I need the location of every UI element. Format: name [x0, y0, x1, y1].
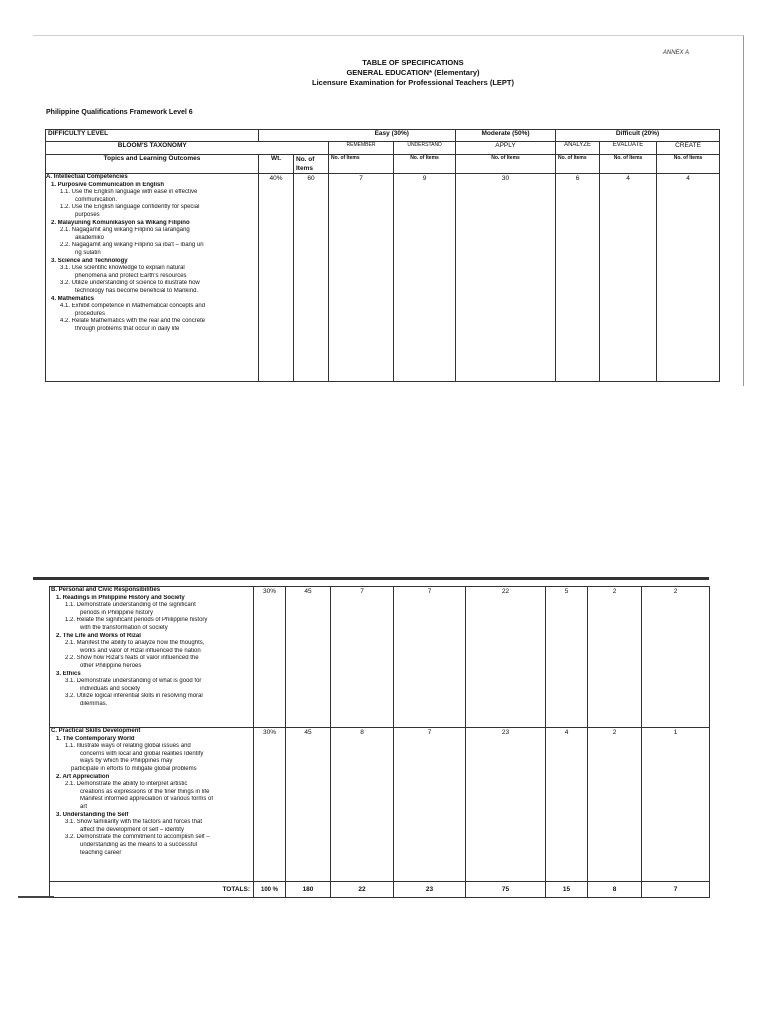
- section-c-lines: [51, 736, 251, 858]
- course-heading: 3. Ethics: [56, 670, 81, 677]
- section-b-evaluate: 2: [588, 587, 642, 728]
- section-c-weight: 30%: [254, 728, 286, 882]
- analyze-header: ANALYZE: [556, 142, 600, 155]
- learning-outcome: 3.1. Use scientific knowledge to explain natural: [60, 265, 185, 272]
- section-b-outcomes: [50, 587, 254, 728]
- learning-outcome-continued: ng sulatin: [75, 249, 101, 256]
- course-heading: 1. Purposive Communication in English: [51, 181, 165, 188]
- learning-outcome: 3.1. Demonstrate understanding of what is good for: [65, 678, 202, 685]
- bloom-taxonomy-label: BLOOM'S TAXONOMY: [46, 142, 259, 155]
- section-a-analyze: 6: [556, 174, 600, 382]
- specifications-table-continued: [49, 586, 710, 898]
- totals-create: 7: [642, 882, 710, 898]
- remember-header: REMEMBER: [329, 142, 394, 155]
- learning-outcome: 1.1. Illustrate ways of relating global issues and: [65, 743, 191, 750]
- course-heading: 2. The Life and Works of Rizal: [56, 632, 141, 639]
- totals-weight: 100 %: [254, 882, 286, 898]
- section-a-lines: [46, 182, 256, 334]
- evaluate-header: EVALUATE: [600, 142, 657, 155]
- course-heading: 2. Malayuning Komunikasyon sa Wikang Filipino: [51, 219, 190, 226]
- learning-outcome-continued: Manifest informed appreciation of various forms of: [80, 796, 214, 803]
- section-b-items: 45: [286, 587, 331, 728]
- learning-outcome-continued: purposes: [75, 211, 100, 218]
- learning-outcome-continued: understanding as the means to a successful: [80, 841, 198, 848]
- section-a-evaluate: 4: [600, 174, 657, 382]
- course-heading: 2. Art Appreciation: [56, 773, 110, 780]
- learning-outcome-continued: other Philippine heroes: [80, 662, 142, 669]
- title-line-2: GENERAL EDUCATION* (Elementary): [346, 68, 480, 77]
- totals-apply: 75: [466, 882, 546, 898]
- page-footer-mark: [18, 896, 54, 898]
- learning-outcome-continued: works and valor of Rizal influenced the nation: [80, 647, 201, 654]
- section-b-title: B. Personal and Civic Responsibilities: [51, 587, 161, 593]
- section-c-apply: 23: [466, 728, 546, 882]
- section-b-remember: 7: [331, 587, 394, 728]
- learning-outcome: 1.1. Use the English language with ease in effective: [60, 189, 198, 196]
- pqf-label: Philippine Qualifications Framework Level 6: [46, 109, 193, 116]
- section-b-create: 2: [642, 587, 710, 728]
- section-a-weight: 40%: [259, 174, 294, 382]
- course-heading: 1. Readings in Philippine History and Society: [56, 594, 185, 601]
- learning-outcome-continued: procedures: [75, 310, 106, 317]
- section-c-outcomes: [50, 728, 254, 882]
- course-heading: 4. Mathematics: [51, 295, 95, 302]
- no-of-items-header: No. of Items: [294, 155, 329, 174]
- section-a-items: 60: [294, 174, 329, 382]
- learning-outcome: 1.2. Use the English language confidently for special: [60, 204, 200, 211]
- section-c-remember: 8: [331, 728, 394, 882]
- weight-header: Wt.: [259, 155, 294, 174]
- items-col-understand: No. of Items: [394, 155, 456, 174]
- section-b-understand: 7: [394, 587, 466, 728]
- create-header: CREATE: [657, 142, 720, 155]
- section-a-apply: 30: [456, 174, 556, 382]
- title-line-3: Licensure Examination for Professional Teachers (LEPT): [312, 78, 514, 87]
- learning-outcome: 2.1. Nagagamit ang wikang Filipino sa larangang: [60, 227, 190, 234]
- section-b-apply: 22: [466, 587, 546, 728]
- apply-header: APPLY: [456, 142, 556, 155]
- learning-outcome-continued: art: [80, 803, 88, 810]
- items-col-create: No. of Items: [657, 155, 720, 174]
- learning-outcome-continued: akademiko: [75, 234, 105, 241]
- page-2: [33, 577, 709, 910]
- section-c-title: C. Practical Skills Development: [51, 728, 141, 734]
- learning-outcome: 2.1. Manifest the ability to analyze how the thoughts,: [65, 640, 205, 647]
- difficulty-level-label: DIFFICULTY LEVEL: [46, 130, 259, 142]
- totals-remember: 22: [331, 882, 394, 898]
- understand-header: UNDERSTAND: [394, 142, 456, 155]
- learning-outcome-continued: affect the development of self – identity: [80, 826, 184, 833]
- specifications-table: [45, 129, 720, 382]
- learning-outcome: 3.2. Utilize logical inferential skills in resolving moral: [65, 693, 203, 700]
- section-c-items: 45: [286, 728, 331, 882]
- section-c-create: 1: [642, 728, 710, 882]
- learning-outcome: 2.2. Nagagamit ang wikang Filipino sa iba't – ibang uri: [60, 242, 204, 249]
- learning-outcome-continued: creations as expressions of the finer things in life: [80, 788, 210, 795]
- difficult-header: Difficult (20%): [556, 130, 720, 142]
- section-c-evaluate: 2: [588, 728, 642, 882]
- course-heading: 1. The Contemporary World: [56, 735, 135, 742]
- learning-outcome-continued: teaching career: [80, 849, 122, 856]
- learning-outcome: 4.1. Exhibit competence in Mathematical concepts and: [60, 303, 206, 310]
- document-title: [263, 58, 563, 88]
- course-heading: 3. Science and Technology: [51, 257, 128, 264]
- learning-outcome: 2.1. Demonstrate the ability to interpret artistic: [65, 781, 188, 788]
- learning-outcome-continued: technology has become beneficial to Mankind.: [75, 287, 199, 294]
- title-line-1: TABLE OF SPECIFICATIONS: [362, 58, 464, 67]
- totals-label: TOTALS:: [50, 882, 254, 898]
- learning-outcome: 1.1. Demonstrate understanding of the significant: [65, 602, 196, 609]
- learning-outcome-continued: dilemmas.: [80, 700, 108, 707]
- learning-outcome: 3.2. Utilize understanding of science to illustrate how: [60, 280, 200, 287]
- learning-outcome-continued: concerns with local and global realities Identify: [80, 750, 204, 757]
- totals-understand: 23: [394, 882, 466, 898]
- page-1: [33, 35, 744, 386]
- learning-outcome: 2.2. Show how Rizal's feats of valor influenced the: [65, 655, 199, 662]
- section-a-create: 4: [657, 174, 720, 382]
- section-b-lines: [51, 595, 251, 709]
- learning-outcome-continued: phenomena and protect Earth's resources: [75, 272, 187, 279]
- totals-evaluate: 8: [588, 882, 642, 898]
- course-heading: 3. Understanding the Self: [56, 811, 129, 818]
- learning-outcome-continued: communication.: [75, 196, 118, 203]
- section-a-remember: 7: [329, 174, 394, 382]
- learning-outcome: 3.1. Show familiarity with the factors and forces that: [65, 819, 203, 826]
- easy-header: Easy (30%): [329, 130, 456, 142]
- section-b-weight: 30%: [254, 587, 286, 728]
- learning-outcome-continued: periods in Philippine history: [80, 609, 154, 616]
- totals-analyze: 15: [546, 882, 588, 898]
- section-b-analyze: 5: [546, 587, 588, 728]
- section-a-understand: 9: [394, 174, 456, 382]
- section-a-outcomes: [46, 174, 259, 382]
- section-a-title: A. Intellectual Competencies: [46, 174, 128, 180]
- items-col-evaluate: No. of Items: [600, 155, 657, 174]
- learning-outcome: 4.2. Relate Mathematics with the real and the concrete: [60, 318, 206, 325]
- learning-outcome: 3.2. Demonstrate the commitment to accomplish self –: [65, 834, 210, 841]
- learning-outcome-continued: through problems that occur in daily life: [75, 325, 180, 332]
- learning-outcome-continued: ways by which the Philippines may: [80, 758, 173, 765]
- totals-items: 180: [286, 882, 331, 898]
- learning-outcome: 1.2. Relate the significant periods of Philippine history: [65, 617, 208, 624]
- section-c-analyze: 4: [546, 728, 588, 882]
- items-col-analyze: No. of Items: [556, 155, 600, 174]
- moderate-header: Moderate (50%): [456, 130, 556, 142]
- learning-outcome-continued: participate in efforts to mitigate global problems: [71, 765, 197, 772]
- topics-header: Topics and Learning Outcomes: [46, 155, 259, 174]
- items-col-remember: No. of Items: [329, 155, 394, 174]
- items-col-apply: No. of Items: [456, 155, 556, 174]
- learning-outcome-continued: individuals and society: [80, 685, 141, 692]
- annex-label: ANNEX A: [662, 50, 689, 56]
- learning-outcome-continued: with the transformation of society: [80, 624, 168, 631]
- section-c-understand: 7: [394, 728, 466, 882]
